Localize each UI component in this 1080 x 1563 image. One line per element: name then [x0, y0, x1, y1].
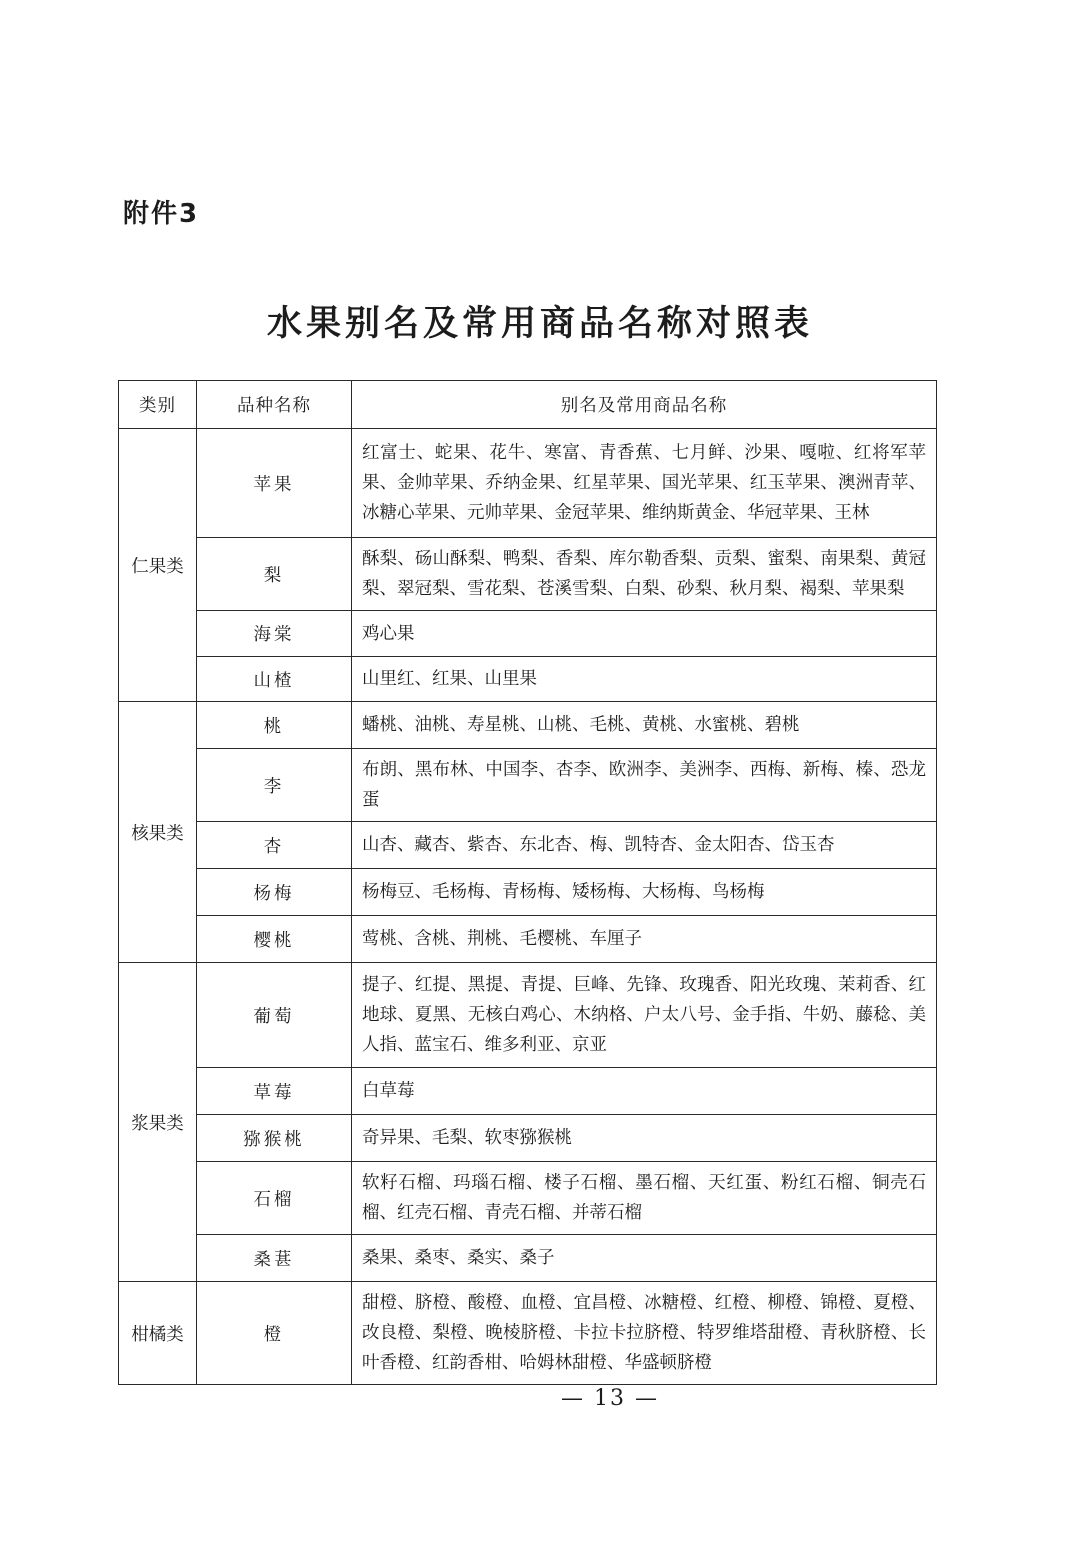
variety-cell: 海棠 — [197, 611, 352, 657]
variety-cell: 橙 — [197, 1282, 352, 1385]
table-row — [119, 1282, 937, 1385]
alias-cell: 布朗、黑布林、中国李、杏李、欧洲李、美洲李、西梅、新梅、榛、恐龙蛋 — [352, 749, 937, 822]
alias-cell: 酥梨、砀山酥梨、鸭梨、香梨、库尔勒香梨、贡梨、蜜梨、南果梨、黄冠梨、翠冠梨、雪花梨、苍溪雪梨、白梨、砂梨、秋月梨、褐梨、苹果梨 — [352, 538, 937, 611]
table-row — [119, 1235, 937, 1282]
alias-cell: 山里红、红果、山里果 — [352, 657, 937, 702]
variety-cell: 猕猴桃 — [197, 1115, 352, 1162]
alias-cell: 奇异果、毛梨、软枣猕猴桃 — [352, 1115, 937, 1162]
category-cell: 浆果类 — [119, 963, 197, 1282]
alias-cell: 红富士、蛇果、花牛、寒富、青香蕉、七月鲜、沙果、嘎啦、红将军苹果、金帅苹果、乔纳金果、红星苹果、国光苹果、红玉苹果、澳洲青苹、冰糖心苹果、元帅苹果、金冠苹果、维纳斯黄金、华冠苹果、王林 — [352, 429, 937, 538]
document-title: 水果别名及常用商品名称对照表 — [266, 304, 813, 344]
alias-cell: 山杏、藏杏、紫杏、东北杏、梅、凯特杏、金太阳杏、岱玉杏 — [352, 822, 937, 869]
category-cell: 核果类 — [119, 702, 197, 963]
variety-cell: 樱桃 — [197, 916, 352, 963]
variety-cell: 桃 — [197, 702, 352, 749]
category-cell: 仁果类 — [119, 429, 197, 702]
variety-cell: 梨 — [197, 538, 352, 611]
table-row — [119, 429, 937, 538]
variety-cell: 李 — [197, 749, 352, 822]
table-row — [119, 1162, 937, 1235]
table-row — [119, 657, 937, 702]
attachment-label: 附件3 — [123, 199, 200, 229]
alias-cell: 提子、红提、黑提、青提、巨峰、先锋、玫瑰香、阳光玫瑰、茉莉香、红地球、夏黑、无核白鸡心、木纳格、户太八号、金手指、牛奶、藤稔、美人指、蓝宝石、维多利亚、京亚 — [352, 963, 937, 1068]
variety-cell: 石榴 — [197, 1162, 352, 1235]
alias-cell: 软籽石榴、玛瑙石榴、楼子石榴、墨石榴、天红蛋、粉红石榴、铜壳石榴、红壳石榴、青壳石榴、并蒂石榴 — [352, 1162, 937, 1235]
variety-cell: 草莓 — [197, 1068, 352, 1115]
table-row — [119, 611, 937, 657]
variety-cell: 山楂 — [197, 657, 352, 702]
alias-cell: 杨梅豆、毛杨梅、青杨梅、矮杨梅、大杨梅、鸟杨梅 — [352, 869, 937, 916]
alias-cell: 莺桃、含桃、荆桃、毛樱桃、车厘子 — [352, 916, 937, 963]
table-row — [119, 538, 937, 611]
table-row — [119, 916, 937, 963]
table-row — [119, 1068, 937, 1115]
header-aliases: 别名及常用商品名称 — [352, 381, 937, 429]
table-row — [119, 749, 937, 822]
variety-cell: 苹果 — [197, 429, 352, 538]
alias-cell: 甜橙、脐橙、酸橙、血橙、宜昌橙、冰糖橙、红橙、柳橙、锦橙、夏橙、改良橙、梨橙、晚棱脐橙、卡拉卡拉脐橙、特罗维塔甜橙、青秋脐橙、长叶香橙、红韵香柑、哈姆林甜橙、华盛顿脐橙 — [352, 1282, 937, 1385]
alias-cell: 桑果、桑枣、桑实、桑子 — [352, 1235, 937, 1282]
alias-cell: 鸡心果 — [352, 611, 937, 657]
variety-cell: 葡萄 — [197, 963, 352, 1068]
alias-cell: 白草莓 — [352, 1068, 937, 1115]
header-category: 类别 — [119, 381, 197, 429]
page-number: — 13 — — [561, 1386, 659, 1411]
table-row — [119, 822, 937, 869]
table-row — [119, 1115, 937, 1162]
variety-cell: 杏 — [197, 822, 352, 869]
variety-cell: 桑葚 — [197, 1235, 352, 1282]
table-row — [119, 702, 937, 749]
fruit-alias-table — [118, 380, 937, 1385]
variety-cell: 杨梅 — [197, 869, 352, 916]
header-variety: 品种名称 — [197, 381, 352, 429]
table-row — [119, 869, 937, 916]
table-header-row — [119, 381, 937, 429]
alias-cell: 蟠桃、油桃、寿星桃、山桃、毛桃、黄桃、水蜜桃、碧桃 — [352, 702, 937, 749]
table-row — [119, 963, 937, 1068]
category-cell: 柑橘类 — [119, 1282, 197, 1385]
